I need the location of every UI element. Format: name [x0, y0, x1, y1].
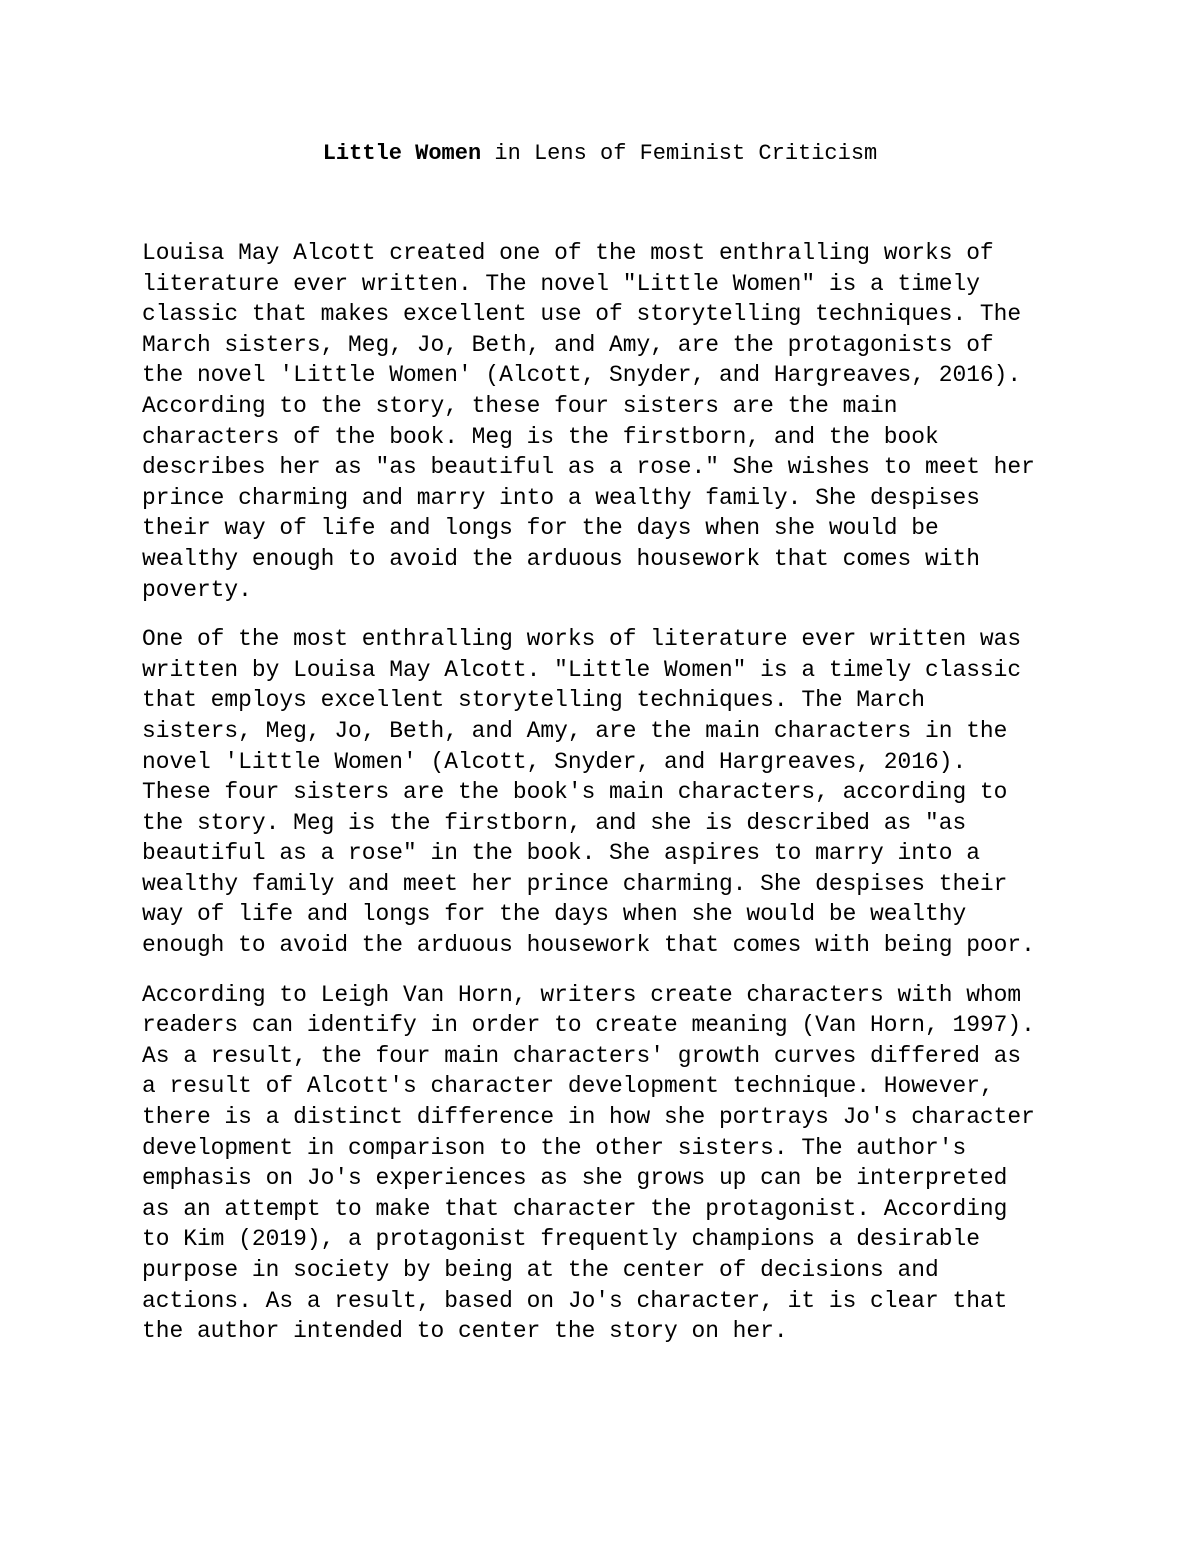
paragraph-2 — [142, 624, 1082, 961]
paragraph-line: poverty. — [142, 576, 252, 603]
paragraph-line: the author intended to center the story on her. — [142, 1318, 788, 1345]
paragraph-line: describes her as "as beautiful as a rose." She wishes to meet her — [142, 454, 1035, 481]
paragraph-line: to Kim (2019), a protagonist frequently champions a desirable — [142, 1226, 980, 1253]
paragraph-line: enough to avoid the arduous housework that comes with being poor. — [142, 932, 1035, 959]
paragraph-line: classic that makes excellent use of storytelling techniques. The — [142, 301, 1022, 328]
paragraph-line: emphasis on Jo's experiences as she grows up can be interpreted — [142, 1165, 1008, 1192]
paragraph-line: As a result, the four main characters' growth curves differed as — [142, 1042, 1022, 1069]
paragraph-line: a result of Alcott's character development technique. However, — [142, 1073, 994, 1100]
paragraph-line: written by Louisa May Alcott. "Little Women" is a timely classic — [142, 656, 1022, 683]
paragraph-line: way of life and longs for the days when she would be wealthy — [142, 901, 967, 928]
paragraph-line: Louisa May Alcott created one of the most enthralling works of — [142, 240, 994, 266]
paragraph-line: novel 'Little Women' (Alcott, Snyder, and Hargreaves, 2016). — [142, 748, 967, 775]
paragraph-line: the story. Meg is the firstborn, and she is described as "as — [142, 809, 967, 836]
paragraph-line: sisters, Meg, Jo, Beth, and Amy, are the main characters in the — [142, 717, 1008, 744]
paragraph-1 — [142, 238, 1082, 605]
paragraph-line: beautiful as a rose" in the book. She aspires to marry into a — [142, 840, 980, 867]
paragraph-line: According to Leigh Van Horn, writers create characters with whom — [142, 981, 1022, 1008]
document-body — [142, 238, 1082, 1366]
title-book-name: Little Women — [322, 141, 482, 166]
paragraph-line: the novel 'Little Women' (Alcott, Snyder, and Hargreaves, 2016). — [142, 362, 1022, 389]
paragraph-line: characters of the book. Meg is the firstborn, and the book — [142, 423, 939, 450]
paragraph-line: readers can identify in order to create meaning (Van Horn, 1997). — [142, 1012, 1035, 1039]
paragraph-line: their way of life and longs for the days when she would be — [142, 515, 939, 542]
paragraph-line: According to the story, these four sisters are the main — [142, 392, 898, 419]
title-subtitle: in Lens of Feminist Criticism — [481, 141, 878, 166]
paragraph-line: that employs excellent storytelling techniques. The March — [142, 687, 925, 714]
paragraph-line: purpose in society by being at the center of decisions and — [142, 1257, 939, 1283]
paragraph-line: there is a distinct difference in how she portrays Jo's character — [142, 1104, 1035, 1131]
paragraph-line: prince charming and marry into a wealthy family. She despises — [142, 484, 980, 511]
paragraph-line: March sisters, Meg, Jo, Beth, and Amy, are the protagonists of — [142, 331, 994, 358]
paragraph-line: as an attempt to make that character the protagonist. According — [142, 1195, 1008, 1222]
paragraph-3 — [142, 980, 1082, 1347]
paragraph-line: actions. As a result, based on Jo's character, it is clear that — [142, 1287, 1008, 1314]
document-title — [0, 138, 1200, 170]
paragraph-line: wealthy family and meet her prince charming. She despises their — [142, 870, 1008, 897]
paragraph-line: One of the most enthralling works of literature ever written was — [142, 626, 1022, 653]
paragraph-line: literature ever written. The novel "Little Women" is a timely — [142, 270, 980, 297]
paragraph-line: wealthy enough to avoid the arduous housework that comes with — [142, 545, 980, 572]
paragraph-line: These four sisters are the book's main characters, according to — [142, 779, 1008, 806]
paragraph-line: development in comparison to the other sisters. The author's — [142, 1134, 967, 1161]
